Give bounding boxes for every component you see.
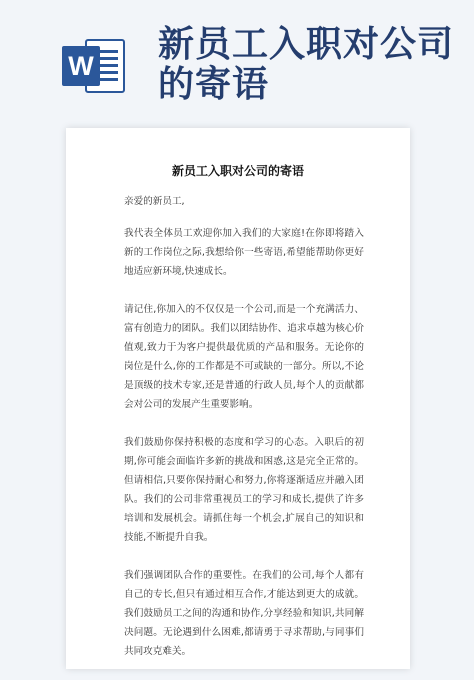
document-page xyxy=(66,128,410,669)
greeting: 亲爱的新员工, xyxy=(124,196,185,207)
banner-title: 新员工入职对公司的寄语 xyxy=(158,23,455,105)
document-title: 新员工入职对公司的寄语 xyxy=(171,164,304,178)
banner xyxy=(0,0,474,130)
document-body xyxy=(124,192,364,680)
word-icon-letter: W xyxy=(68,51,94,81)
paragraph-learning: 我们鼓励你保持积极的态度和学习的心态。入职后的初期,你可能会面临许多新的挑战和困惑,这是完全正常的。但请相信,只要你保持耐心和努力,你将逐渐适应并融入团队。我们的公司非常重视员工的学习和成长,提供了许多培训和发展机会。请抓住每一个机会,扩展自己的知识和技能,不断提升自我。 xyxy=(124,437,364,543)
paragraph-team-value: 请记住,你加入的不仅仅是一个公司,而是一个充满活力、富有创造力的团队。我们以团结协作、追求卓越为核心价值观,致力于为客户提供最优质的产品和服务。无论你的岗位是什么,你的工作都是不可或缺的一部分。所以,不论是顶级的技术专家,还是普通的行政人员,每个人的贡献都会对公司的发展产生重要影响。 xyxy=(124,304,364,410)
word-document-icon xyxy=(62,36,126,96)
paragraph-teamwork: 我们强调团队合作的重要性。在我们的公司,每个人都有自己的专长,但只有通过相互合作,才能达到更大的成就。我们鼓励员工之间的沟通和协作,分享经验和知识,共同解决问题。无论遇到什么困难,都请勇于寻求帮助,与同事们共同攻克难关。 xyxy=(124,570,364,657)
paragraph-welcome: 我代表全体员工欢迎你加入我们的大家庭!在你即将踏入新的工作岗位之际,我想给你一些寄语,希望能帮助你更好地适应新环境,快速成长。 xyxy=(124,228,364,277)
